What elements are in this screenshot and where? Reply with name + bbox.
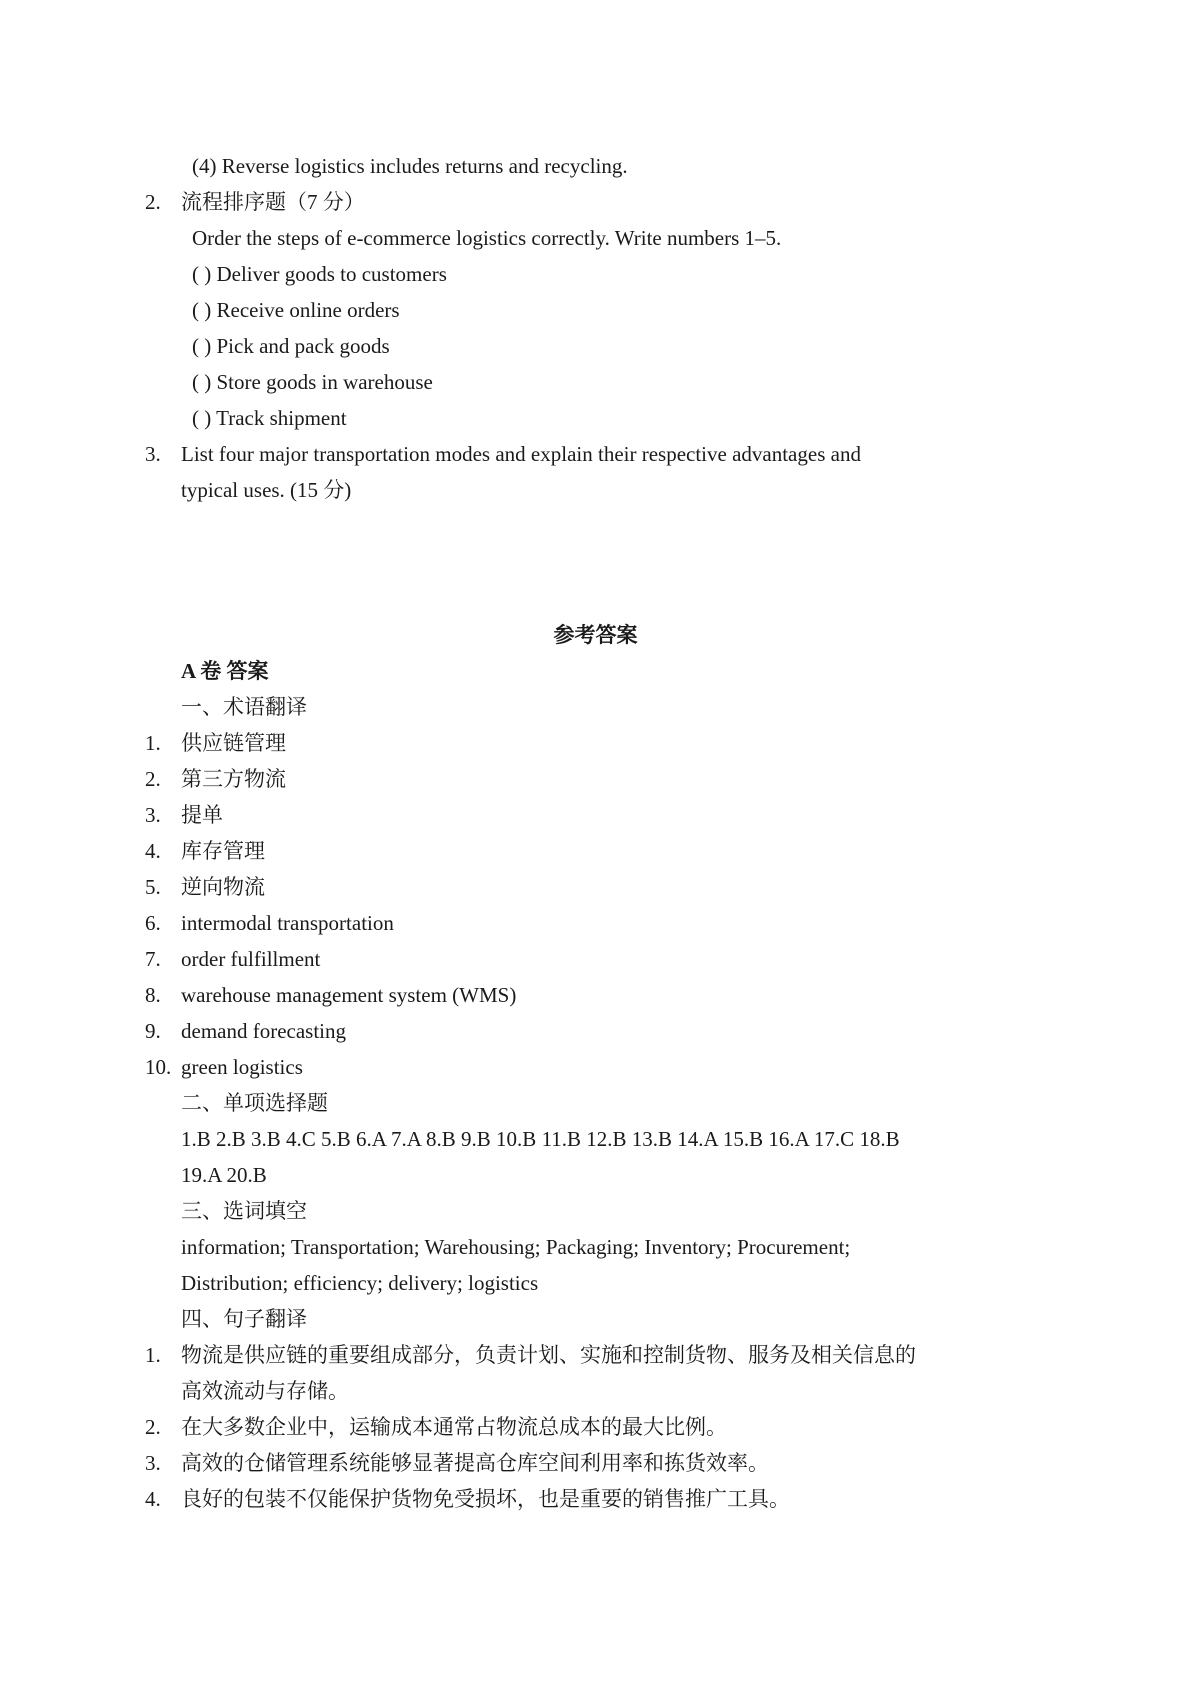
step-item: ( ) Track shipment <box>192 406 347 430</box>
term-number: 10. <box>145 1055 172 1079</box>
question-2-instruction: Order the steps of e-commerce logistics correctly. Write numbers 1–5. <box>192 226 782 250</box>
question-3-number: 3. <box>145 442 161 466</box>
fill-answers-line1: information; Transportation; Warehousing; Packaging; Inventory; Procurement; <box>181 1235 851 1259</box>
sentence-answer: 良好的包装不仅能保护货物免受损坏，也是重要的销售推广工具。 <box>181 1487 790 1511</box>
term-number: 2. <box>145 767 161 791</box>
section-4-heading: 四、句子翻译 <box>181 1307 307 1331</box>
sentence-answer: 高效的仓储管理系统能够显著提高仓库空间利用率和拣货效率。 <box>181 1451 769 1475</box>
question-3-line2: typical uses. (15 分) <box>181 478 352 502</box>
sentence-answer: 物流是供应链的重要组成部分，负责计划、实施和控制货物、服务及相关信息的 <box>181 1343 916 1367</box>
sentence-answer-cont: 高效流动与存储。 <box>181 1379 349 1403</box>
term-answer: demand forecasting <box>181 1019 347 1043</box>
term-answer: 供应链管理 <box>181 731 286 755</box>
section-2-heading: 二、单项选择题 <box>181 1091 328 1115</box>
sentence-number: 4. <box>145 1487 161 1511</box>
term-answer: order fulfillment <box>181 947 321 971</box>
term-answer: green logistics <box>181 1055 303 1079</box>
question-2-number: 2. <box>145 190 161 214</box>
term-answer: 第三方物流 <box>181 767 286 791</box>
term-answer: 逆向物流 <box>181 875 265 899</box>
term-number: 7. <box>145 947 161 971</box>
sentence-number: 2. <box>145 1415 161 1439</box>
term-answer: 库存管理 <box>181 839 265 863</box>
term-number: 5. <box>145 875 161 899</box>
term-number: 4. <box>145 839 161 863</box>
term-number: 6. <box>145 911 161 935</box>
section-3-heading: 三、选词填空 <box>181 1199 307 1223</box>
term-number: 9. <box>145 1019 161 1043</box>
term-number: 8. <box>145 983 161 1007</box>
paper-label: A 卷 答案 <box>181 659 269 683</box>
question-3-line1: List four major transportation modes and explain their respective advantages and <box>181 442 861 466</box>
term-number: 3. <box>145 803 161 827</box>
choice-answers-line1: 1.B 2.B 3.B 4.C 5.B 6.A 7.A 8.B 9.B 10.B 11.B 12.B 13.B 14.A 15.B 16.A 17.C 18.B <box>181 1127 900 1151</box>
term-answer: 提单 <box>181 803 223 827</box>
section-1-heading: 一、术语翻译 <box>181 695 307 719</box>
sentence-answer: 在大多数企业中，运输成本通常占物流总成本的最大比例。 <box>181 1415 727 1439</box>
fill-answers-line2: Distribution; efficiency; delivery; logistics <box>181 1271 539 1295</box>
question-2-title: 流程排序题（7 分） <box>181 190 365 214</box>
sentence-number: 1. <box>145 1343 161 1367</box>
answers-title: 参考答案 <box>553 623 638 647</box>
sentence-number: 3. <box>145 1451 161 1475</box>
reverse-logistics-line: (4) Reverse logistics includes returns and recycling. <box>192 154 628 178</box>
term-answer: intermodal transportation <box>181 911 394 935</box>
term-number: 1. <box>145 731 161 755</box>
step-item: ( ) Pick and pack goods <box>192 334 390 358</box>
step-item: ( ) Store goods in warehouse <box>192 370 433 394</box>
term-answer: warehouse management system (WMS) <box>181 983 517 1007</box>
step-item: ( ) Deliver goods to customers <box>192 262 447 286</box>
choice-answers-line2: 19.A 20.B <box>181 1163 267 1187</box>
step-item: ( ) Receive online orders <box>192 298 400 322</box>
